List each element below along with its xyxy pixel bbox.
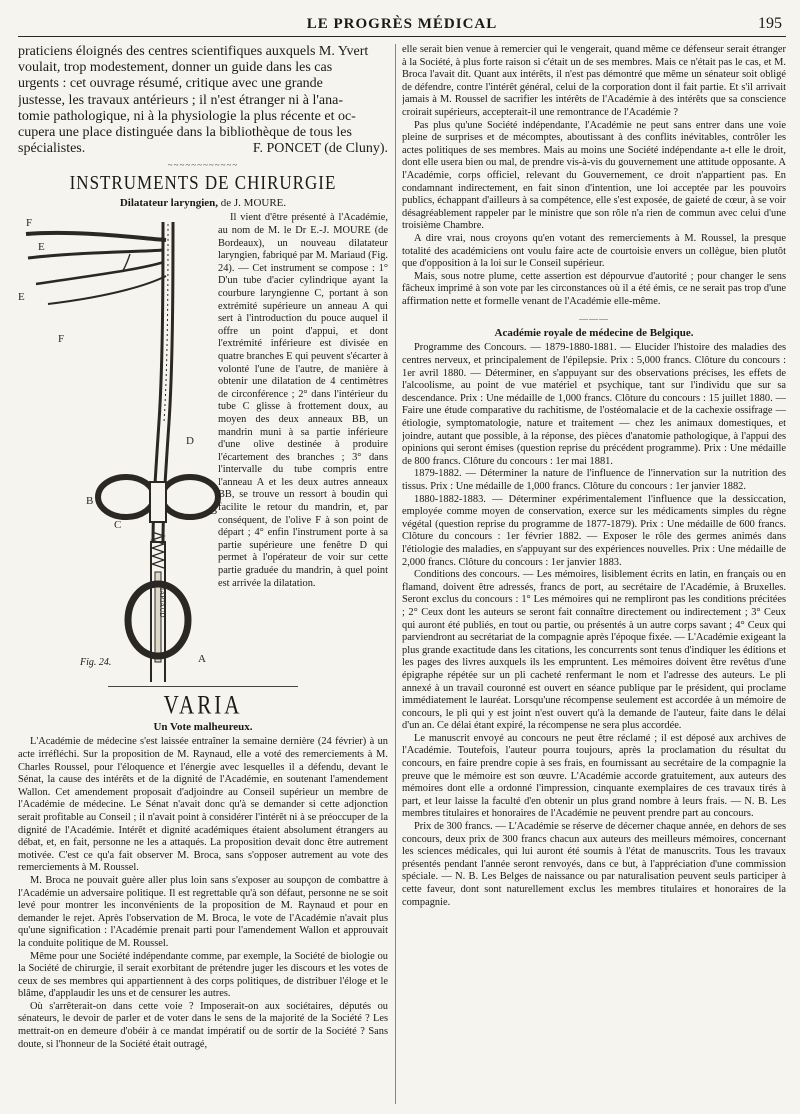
varia-section-title: VARIA: [163, 690, 243, 721]
review-conclusion: [18, 44, 388, 157]
varia-paragraph: M. Broca ne pouvait guère aller plus loin sans s'exposer au soupçon de combattre à l'Académie un adversaire politique. Il est regrettable qu'à son défaut, personne ne se soit levé pour montrer les inconvénients de la proposition de M. Raynaud et pour en demander le rejet. Après l'observation de M. Broca, le vote de l'Académie n'avait plus qu'une signification : l'Académie prenait parti pour l'amendement Wallon et approuvait la conduite politique de M. Roussel.: [18, 874, 388, 949]
running-head: [18, 12, 786, 37]
intro-line: spécialistes.: [18, 141, 86, 157]
academie-paragraph: Conditions des concours. — Les mémoires, lisiblement écrits en latin, en français ou en flamand, doivent être adressés, francs de port, au secrétaire de l'Académie, à Bruxelles. Seront exclus du concours : 1° Les mémoires qui ne rempliront pas les conditions précitées ; 2° Ceux dont les auteurs se seront fait connaître directement ou indirectement ; 3° Ceux qui auront été publiés, en tout ou partie, ou présentés à un autre corps savant ; 4° Ceux qui parviendront au secrétariat de la compagnie après l'époque fixée. — L'Académie exigeant la plus grande exactitude dans les citations, les concurrents sont tenus d'indiquer les éditions et les pages des livres auxquels ils les empruntent. Les mémoires doivent être revêtus d'une épigraphe répétée sur un pli cacheté renfermant le nom et l'adresse des auteurs. Le pli annexé à un travail couronné est ouvert en séance publique par le président, qui proclame immédiatement le lauréat. Lorsqu'une récompense seulement est accordée à un mémoire de concours, le pli qui y est joint n'est ouvert qu'à la demande de l'auteur, faite dans le délai d'un an. Ce délai étant expiré, la récompense ne sera plus accordée.: [402, 569, 786, 732]
academie-title: Académie royale de médecine de Belgique.: [494, 327, 694, 340]
varia-continued-paragraph: Pas plus qu'une Société indépendante, l'Académie ne peut sans entrer dans une voie pleine de surprises et de mécomptes, aboutissant à des conflits inévitables, contrôler les actes politiques de ses membres. Mais au moins une Société indépendante a-t elle le droit, dont elle usera bien ou mal, de prendre vis-à-vis du gouvernement une attitude opposante. A l'Académie, corps officiel, relevant du Gouvernement, ce droit n'appartient pas. En condamnant indirectement, en fait sinon d'intention, une loi acceptée par les pouvoirs publics, échappant d'ailleurs à sa compétence, elle s'est exposée, de gaieté de cœur, à se voir désagréablement rappeler par le ministre que son rôle n'a rien de commun avec celui d'une troisième Chambre.: [402, 119, 786, 232]
academie-paragraph: Prix de 300 francs. — L'Académie se réserve de décerner chaque année, en dehors de ses concours, deux prix de 300 francs chacun aux auteurs des meilleurs mémoires, concernant les sciences médicales, qui lui auront été soumis à l'état de manuscrits. Tous les travaux présentés pendant l'année seront renvoyés, dans ce but, à l'appréciation d'une commission spéciale. — N. B. Les Belges de naissance ou par naturalisation peuvent seuls participer à cette faveur, dont sont naturellement exclus les membres titulaires et honoraires de la compagnie.: [402, 821, 786, 908]
figure-letter: D: [186, 435, 194, 448]
dilatateur-body: Il vient d'être présenté à l'Académie, au nom de M. le Dr E.-J. MOURE (de Bordeaux), un nouveau dilatateur laryngien, fabriqué par M. Mariaud (Fig. 24). — Cet instrument se compose : 1° D'un tube d'acier cylindrique ayant la courbure laryngienne C, portant à son extrémité supérieure un anneau A qui sert à l'introduction du pouce auquel il offre un point d'appui, et dont l'extrémité inférieure est divisée en quatre branches E qui peuvent s'écarter à volonté l'une de l'autre, de manière à obtenir une dilatation de 4 centimètres de circonférence ; 2° dans l'intérieur du tube C glisse à frottement doux, au moyen des deux anneaux BB, un mandrin muni à sa partie inférieure d'une olive destinée à produire l'écartement des branches ; 3° dans l'intervalle du tube compris entre l'anneau A et les deux autres anneaux BB, se trouve un ressort à boudin qui facilite le retour du mandrin, et, par conséquent, de l'olive F à son point de départ ; 4° enfin l'instrument porte à sa partie supérieure une fenêtre D qui permet à l'opérateur de voir sur cette partie graduée du mandrin, à quel point est arrivée la dilatation.: [218, 212, 388, 589]
intro-line: justesse, les travaux antérieurs ; il n'est étranger ni à l'ana-: [18, 92, 343, 108]
intro-line: cupera une place distinguée dans la bibliothèque de tous les: [18, 125, 352, 141]
varia-continued-paragraph: Mais, sous notre plume, cette assertion est dépourvue d'autorité ; pour changer le sens fâcheux imprimé à son vote par les circonstances où il a été émis, ce ne serait pas trop d'une affirmation nette et formelle venant de l'Académie elle-même.: [402, 270, 786, 307]
dilatateur-author: de J. MOURE.: [220, 197, 287, 210]
figure-letter: E: [18, 291, 25, 304]
academie-paragraph: 1879-1882. — Déterminer la nature de l'influence de l'innervation sur la nutrition des tissus. Prix : Une médaille de 1,000 francs. Clôture du concours : 1er janvier 1882.: [402, 468, 786, 492]
instrument-block: [18, 212, 388, 682]
figure-letter: B: [210, 505, 218, 518]
varia-subtitle: Un Vote malheureux.: [153, 721, 253, 734]
intro-line: praticiens éloignés des centres scientifiques auxquels M. Yvert: [18, 44, 369, 59]
section-ornament: ———: [579, 314, 609, 325]
figure-letter: C: [114, 519, 122, 532]
varia-paragraph: L'Académie de médecine s'est laissée entraîner la semaine dernière (24 février) à un acte irréfléchi. Sur la proposition de M. Raynaud, elle a voté des remerciements à M. Charles Roussel, pour l'éloquence et l'énergie avec lesquelles il a défendu, devant le Sénat, la cause des intérêts et de la dignité de l'Académie, en soutenant l'amendement Wallon. Cet amendement proposait d'adjoindre au Conseil supérieur un membre de l'Académie de médecine. Le Sénat n'avait donc qu'à se demander si cette adjonction serait profitable au Conseil ; il n'avait point à considérer l'intérêt ni à se préoccuper de la dignité de l'Académie. Intérêt et dignité académiques étaient absolument étrangers au débat, et, en fait, personne ne les a attaqués. La proposition devait donc être autrement motivée. C'est ce qu'a fait observer M. Broca, sans s'opposer autrement au vote des remerciements à M. Roussel.: [18, 736, 388, 874]
left-column: [18, 44, 388, 1106]
section-ornament: ~~~~~~~~~~~~: [167, 160, 239, 171]
instruments-section-title: INSTRUMENTS DE CHIRURGIE: [69, 171, 337, 194]
dilatateur-title: Dilatateur laryngien,: [119, 197, 219, 210]
figure-letter: B: [86, 495, 94, 508]
journal-title: LE PROGRÈS MÉDICAL: [306, 16, 498, 32]
intro-line: urgents : cet ouvrage résumé, critique avec une grande: [18, 76, 323, 92]
instrument-engraving: MARIAUD: [158, 584, 166, 618]
intro-line: tomie pathologique, ni à la physiologie la plus récente et oc-: [18, 108, 356, 124]
academie-paragraph: Le manuscrit envoyé au concours ne peut être réclamé ; il est déposé aux archives de l'Académie. Toutefois, l'auteur pourra toujours, après la proclamation du résultat du concours, en faire prendre copie à ses frais, en fournissant au secrétaire de la compagnie la preuve que le mémoire est son œuvre. L'Académie accorde gratuitement, aux auteurs des mémoires dont elle a ordonné l'impression, cinquante exemplaires de ces travaux tirés à part, et leur laisse la faculté d'en obtenir un plus grand nombre à leurs frais. — N. B. Les membres titulaires et honoraires de l'Académie ne peuvent prendre part au concours.: [402, 732, 786, 820]
figure-letter: F: [26, 217, 33, 230]
figure-letter: E: [38, 241, 45, 254]
right-column: [402, 44, 786, 1106]
academie-paragraph: Programme des Concours. — 1879-1880-1881. — Elucider l'histoire des maladies des centres nerveux, et principalement de l'épilepsie. Prix : 5,000 francs. Clôture du concours : 1er avril 1880. — Déterminer, en s'appuyant sur des observations précises, les effets de l'alcoolisme, au point de vue matériel et psychique, tant sur l'individu que sur sa descendance. Prix : Une médaille de 1,000 francs. Clôture du concours : 15 juillet 1880. — Faire une étude comparative du rachitisme, de l'ostéomalacie et de la cachexie ossifrage — étiologie, symptomatologie, nature et traitement — chez les animaux domestiques, et joindre, autant que possible, à la réponse, des pièces d'anatomie pathologique, à l'appui des opinions qui seront émises (question reprise du précédent programme). Prix : Une médaille de 800 francs. Clôture du concours : 1er mai 1881.: [402, 342, 786, 467]
varia-continued-paragraph: elle serait bien venue à remercier qui le vengerait, quand même ce défenseur serait étranger à la Société, à plus forte raison si c'était un de ses membres. Mais ce n'était pas le cas, et M. Broca l'avait dit. Quant aux intérêts, il n'est pas démontré que même un sénateur soit obligé de défendre, contre l'intérêt général, celui de la corporation dont il fait partie. Et s'il arrivait jamais à M. Roussel de sacrifier les intérêts de l'Académie à des intérêts que sa conscience croirait supérieurs, accepterait-il une remontrance de l'Académie ?: [402, 44, 786, 118]
figure-letter: F: [58, 333, 65, 346]
figure-letter: A: [198, 653, 206, 666]
dilatateur-description: [218, 212, 388, 590]
review-signature: F. PONCET (de Cluny).: [252, 141, 388, 157]
varia-paragraph: Même pour une Société indépendante comme, par exemple, la Société de biologie ou la Société de chirurgie, il serait exorbitant de prétendre juger les discours et les votes de ceux de ses membres qui appartiennent à des corps politiques, de distribuer l'éloge et le blâme, d'applaudir les uns et de censurer les autres.: [18, 950, 388, 1000]
page-number: 195: [758, 15, 782, 32]
laryngeal-dilator-figure: [18, 212, 223, 682]
column-divider: [395, 44, 396, 1104]
figure-caption: Fig. 24.: [80, 657, 112, 669]
varia-continued-paragraph: A dire vrai, nous croyons qu'en votant des remerciements à M. Roussel, la presque totalité des académiciens ont voulu faire acte de courtoisie envers un collègue, bien plutôt que d'opposition à la loi sur le Conseil supérieur.: [402, 232, 786, 270]
instruments-subtitle: [18, 197, 388, 209]
academie-paragraph: 1880-1882-1883. — Déterminer expérimentalement l'influence que la dessiccation, employée comme moyen de conservation, exerce sur les médicaments simples du règne végétal (question reprise du programme de 1877-1879). Prix : Une médaille de 600 francs. Clôture du concours : 1er février 1882. — Exposer le rôle des germes animés dans l'étiologie des maladies, en s'appuyant sur des expériences nouvelles. Prix : Une médaille de 2,000 francs. Clôture du concours : 1er janvier 1883.: [402, 493, 786, 568]
intro-line: voulait, trop modestement, donner un guide dans les cas: [18, 60, 333, 76]
varia-paragraph: Où s'arrêterait-on dans cette voie ? Imposerait-on aux sociétaires, députés ou sénateurs, le devoir de parler et de voter dans le sens de la majorité de la Société ? Les mettrait-on en demeure d'obéir à ce mandat impératif ou de sortir de la Société ? Sans doute, si l'honneur de la Société était outragé,: [18, 1000, 388, 1050]
section-rule: [108, 686, 298, 687]
